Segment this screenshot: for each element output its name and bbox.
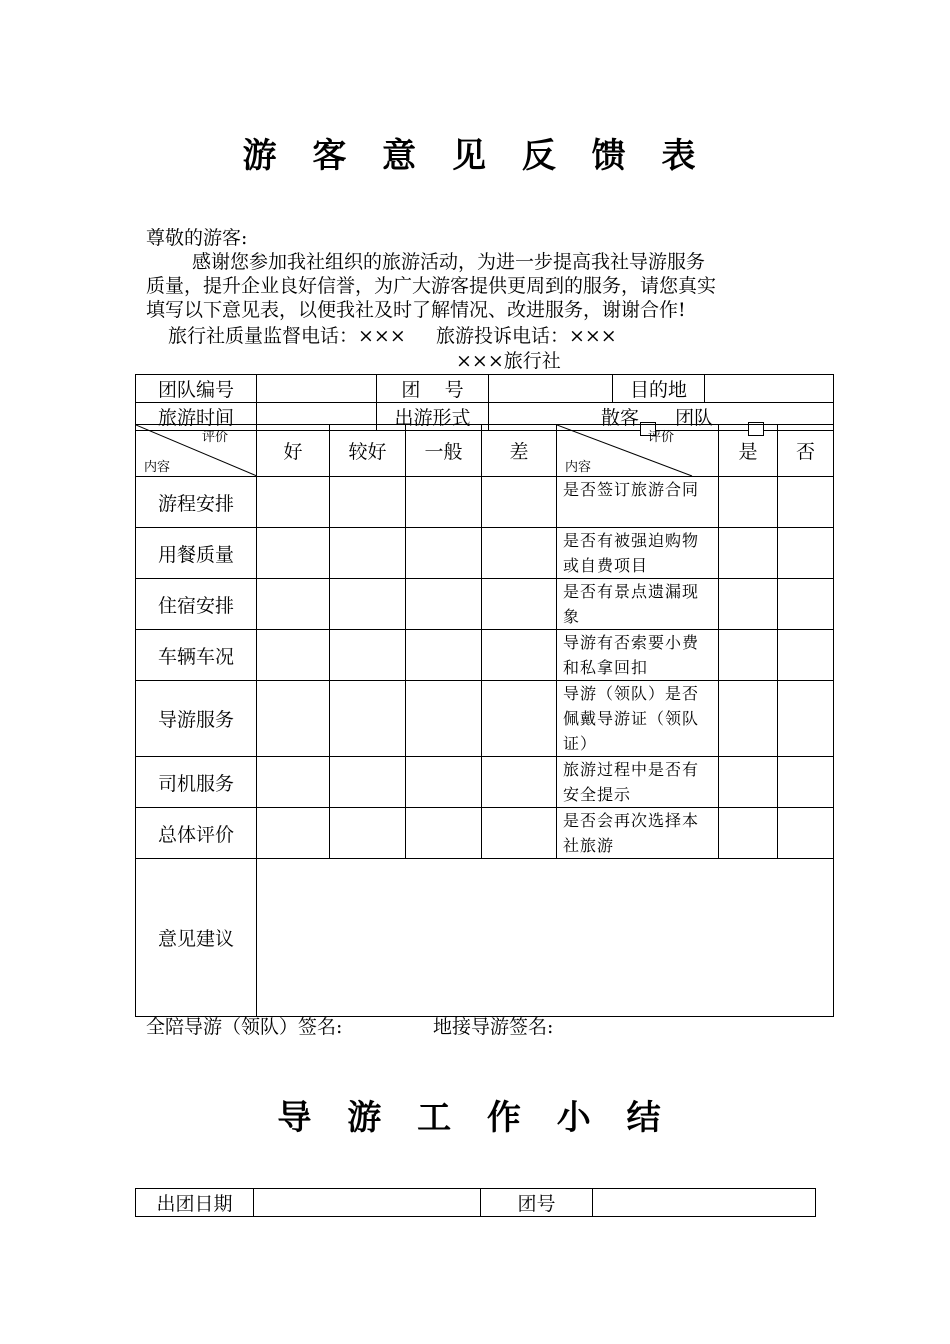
rating-cell[interactable] [330, 808, 406, 859]
intro-line: 填写以下意见表，以便我社及时了解情况、改进服务，谢谢合作! [146, 299, 686, 321]
rating-cell[interactable] [406, 630, 482, 681]
eval-label: 评价 [647, 430, 674, 445]
team-label: 团 号 [377, 375, 489, 403]
rating-cell[interactable] [257, 630, 330, 681]
suggestion-label: 意见建议 [136, 859, 257, 1017]
row-item: 车辆车况 [136, 630, 257, 681]
team-no-label: 团号 [481, 1189, 593, 1217]
rating-cell[interactable] [406, 757, 482, 808]
suggestion-field[interactable] [257, 859, 834, 1017]
option-group: 团队 [675, 407, 714, 429]
option-scattered: 散客 [601, 407, 640, 429]
summary-table [135, 1188, 816, 1217]
signature-line: 全陪导游（领队）签名: 地接导游签名: [146, 1016, 554, 1038]
row-item: 住宿安排 [136, 579, 257, 630]
no-cell[interactable] [778, 681, 834, 757]
col-average: 一般 [406, 425, 482, 477]
rating-cell[interactable] [482, 681, 557, 757]
team-field[interactable] [489, 375, 613, 403]
rating-cell[interactable] [406, 808, 482, 859]
rating-cell[interactable] [406, 477, 482, 528]
rating-cell[interactable] [482, 630, 557, 681]
table-row [136, 528, 834, 579]
rating-cell[interactable] [257, 808, 330, 859]
eval-header-right [557, 425, 719, 477]
row-question: 是否签订旅游合同 [557, 477, 719, 528]
form-label: 出游形式 [377, 403, 489, 431]
row-question: 是否有景点遗漏现象 [557, 579, 719, 630]
destination-label: 目的地 [613, 375, 705, 403]
page-title: 游 客 意 见 反 馈 表 [242, 136, 708, 176]
rating-cell[interactable] [330, 757, 406, 808]
table-row [136, 757, 834, 808]
rating-cell[interactable] [257, 528, 330, 579]
yes-cell[interactable] [719, 477, 778, 528]
rating-cell[interactable] [330, 630, 406, 681]
no-cell[interactable] [778, 477, 834, 528]
row-item: 游程安排 [136, 477, 257, 528]
table-row [136, 579, 834, 630]
row-question: 导游（领队）是否佩戴导游证（领队证） [557, 681, 719, 757]
rating-cell[interactable] [406, 681, 482, 757]
rating-cell[interactable] [330, 681, 406, 757]
time-label: 旅游时间 [136, 403, 257, 431]
col-poor: 差 [482, 425, 557, 477]
rating-cell[interactable] [330, 477, 406, 528]
rating-cell[interactable] [482, 808, 557, 859]
row-item: 司机服务 [136, 757, 257, 808]
table-row [136, 630, 834, 681]
rating-cell[interactable] [257, 579, 330, 630]
rating-cell[interactable] [330, 579, 406, 630]
departure-date-label: 出团日期 [136, 1189, 254, 1217]
no-cell[interactable] [778, 808, 834, 859]
content-label: 内容 [565, 460, 592, 475]
yes-cell[interactable] [719, 808, 778, 859]
col-yes: 是 [719, 425, 778, 477]
row-item: 导游服务 [136, 681, 257, 757]
eval-label: 评价 [201, 430, 228, 445]
rating-cell[interactable] [482, 579, 557, 630]
yes-cell[interactable] [719, 681, 778, 757]
content-label: 内容 [144, 460, 171, 475]
intro-line: 质量，提升企业良好信誉，为广大游客提供更周到的服务，请您真实 [146, 275, 717, 297]
team-info-table [135, 374, 834, 431]
rating-cell[interactable] [406, 528, 482, 579]
rating-cell[interactable] [257, 681, 330, 757]
intro-line: 感谢您参加我社组织的旅游活动，为进一步提高我社导游服务 [192, 251, 706, 273]
yes-cell[interactable] [719, 528, 778, 579]
evaluation-table [135, 424, 834, 1017]
rating-cell[interactable] [482, 477, 557, 528]
rating-cell[interactable] [257, 757, 330, 808]
yes-cell[interactable] [719, 757, 778, 808]
no-cell[interactable] [778, 757, 834, 808]
rating-cell[interactable] [257, 477, 330, 528]
row-question: 是否有被强迫购物或自费项目 [557, 528, 719, 579]
yes-cell[interactable] [719, 579, 778, 630]
departure-date-field[interactable] [254, 1189, 481, 1217]
team-no-field[interactable] [593, 1189, 816, 1217]
row-question: 旅游过程中是否有安全提示 [557, 757, 719, 808]
team-no-field[interactable] [257, 375, 377, 403]
rating-cell[interactable] [330, 528, 406, 579]
rating-cell[interactable] [482, 757, 557, 808]
row-item: 用餐质量 [136, 528, 257, 579]
table-row [136, 477, 834, 528]
no-cell[interactable] [778, 579, 834, 630]
table-row [136, 681, 834, 757]
no-cell[interactable] [778, 630, 834, 681]
yes-cell[interactable] [719, 630, 778, 681]
team-no-label: 团队编号 [136, 375, 257, 403]
col-no: 否 [778, 425, 834, 477]
summary-title: 导 游 工 作 小 结 [277, 1098, 673, 1138]
agency-name: ×××旅行社 [456, 350, 561, 372]
rating-cell[interactable] [406, 579, 482, 630]
col-good: 好 [257, 425, 330, 477]
row-question: 导游有否索要小费和私拿回扣 [557, 630, 719, 681]
row-item: 总体评价 [136, 808, 257, 859]
destination-field[interactable] [705, 375, 834, 403]
row-question: 是否会再次选择本社旅游 [557, 808, 719, 859]
no-cell[interactable] [778, 528, 834, 579]
col-fairly-good: 较好 [330, 425, 406, 477]
phone-line: 旅行社质量监督电话：××× 旅游投诉电话：××× [168, 325, 617, 347]
eval-header-left [136, 425, 257, 477]
rating-cell[interactable] [482, 528, 557, 579]
greeting: 尊敬的游客: [146, 227, 248, 249]
table-row [136, 808, 834, 859]
